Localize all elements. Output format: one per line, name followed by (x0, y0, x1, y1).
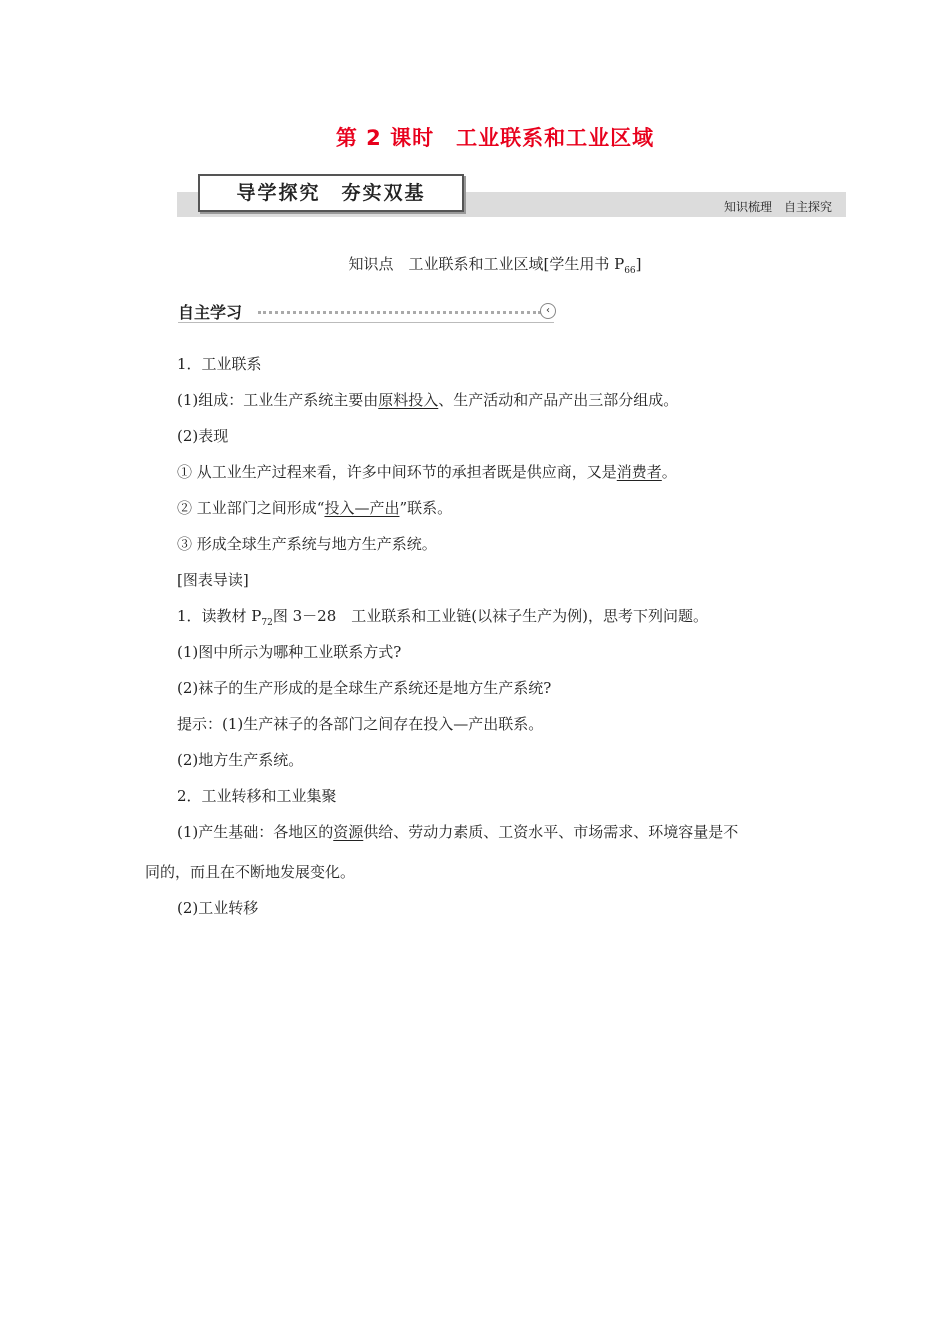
text-line: 1．读教材 $P_{72}$图 3－28 工业联系和工业链(以袜子生产为例)，思考下列问题。 (177, 607, 708, 628)
text-line: (1)组成：工业生产系统主要由原料投入、生产活动和产品产出三部分组成。 (177, 391, 679, 409)
banner-right-text: 知识梳理 自主探究 (723, 200, 832, 214)
text-line: 提示：(1)生产袜子的各部门之间存在投入—产出联系。 (177, 715, 544, 733)
underlined-answer: 投入—产出 (324, 499, 400, 517)
text-line: 1．工业联系 (177, 355, 262, 373)
text-line: (1)图中所示为哪种工业联系方式? (177, 643, 402, 661)
text-line: ③ 形成全球生产系统与地方生产系统。 (177, 535, 437, 553)
text-line: (2)地方生产系统。 (177, 751, 304, 769)
text-line: ① 从工业生产过程来看，许多中间环节的承担者既是供应商，又是消费者。 (177, 463, 677, 481)
text-line: [图表导读] (177, 571, 249, 589)
text-line: (2)表现 (177, 427, 229, 445)
text-line: 同的，而且在不断地发展变化。 (145, 863, 356, 881)
text-line: (2)袜子的生产形成的是全球生产系统还是地方生产系统? (177, 679, 552, 697)
kp-page-sub: 66 (624, 266, 636, 276)
dotted-divider (258, 311, 541, 314)
text-line: 2．工业转移和工业集聚 (177, 787, 337, 805)
kp-suffix: ] (635, 255, 642, 273)
text-line: (1)产生基础：各地区的资源供给、劳动力素质、工资水平、市场需求、环境容量是不 (177, 823, 739, 841)
text-line: (2)工业转移 (177, 899, 259, 917)
self-study-header (178, 300, 558, 324)
kp-prefix: 知识点 工业联系和工业区域[学生用书 P (348, 255, 625, 273)
header-underline (178, 322, 554, 323)
self-study-label: 自主学习 (178, 303, 243, 322)
underlined-answer: 资源 (333, 823, 364, 841)
banner-title-box: 导学探究 夯实双基 (198, 174, 464, 212)
knowledge-point-heading (0, 253, 950, 276)
page-title: 第 2 课时 工业联系和工业区域 (335, 126, 655, 150)
text-line: ② 工业部门之间形成“投入—产出”联系。 (177, 499, 453, 517)
underlined-answer: 消费者 (616, 463, 662, 481)
underlined-answer: 原料投入 (378, 391, 439, 409)
chevron-left-icon: ‹ (540, 303, 556, 319)
